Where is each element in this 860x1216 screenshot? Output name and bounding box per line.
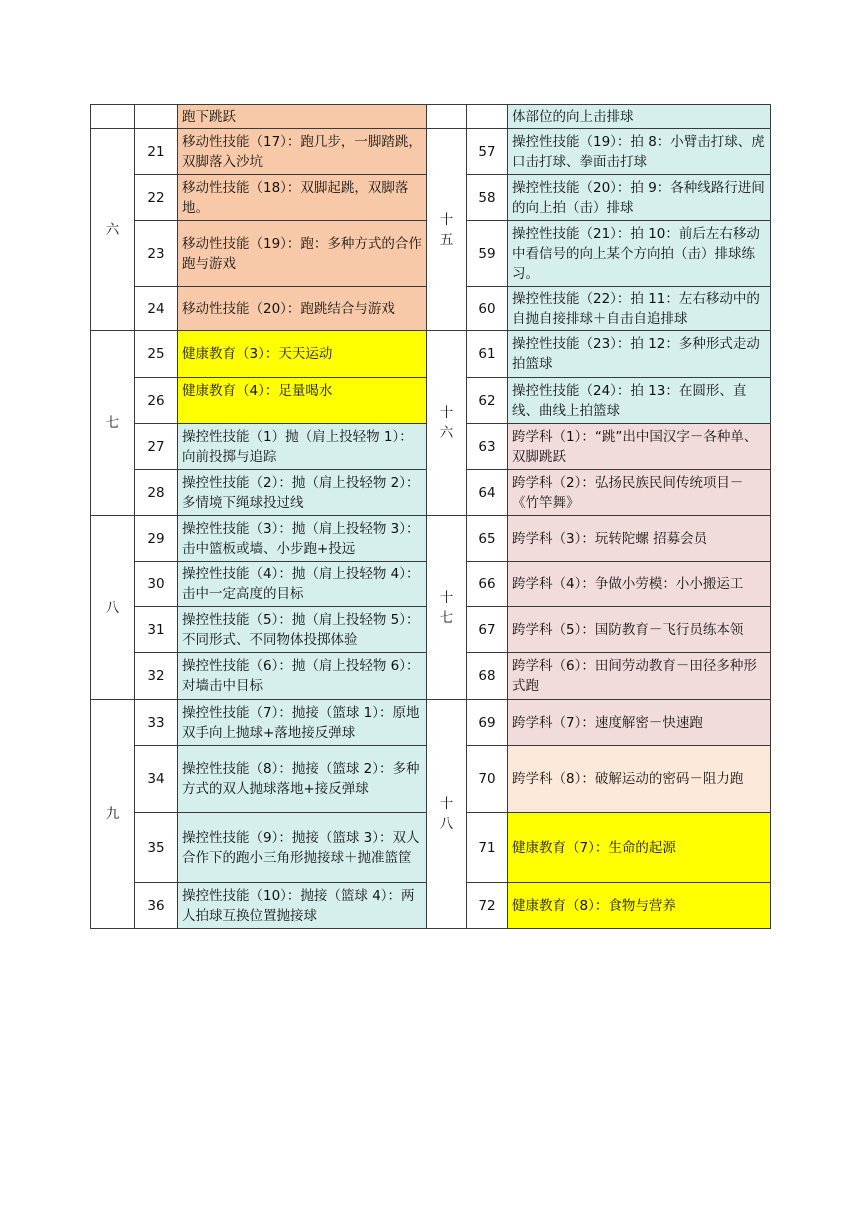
- lesson-number: 33: [135, 700, 178, 746]
- lesson-content: 操控性技能（24）：拍 13：在圆形、直线、曲线上拍篮球: [508, 378, 771, 424]
- lesson-number: 71: [467, 813, 508, 883]
- table-row: [91, 516, 771, 562]
- lesson-content: 操控性技能（22）：拍 11：左右移动中的自抛自接排球＋自击自追排球: [508, 287, 771, 331]
- lesson-number: 66: [467, 562, 508, 607]
- week-cell: [427, 105, 467, 129]
- week-label: 七: [91, 331, 135, 516]
- lesson-content: 健康教育（8）：食物与营养: [508, 883, 771, 929]
- table-row: [91, 129, 771, 175]
- lesson-number: [135, 105, 178, 129]
- lesson-content: 健康教育（3）：天天运动: [178, 331, 427, 378]
- lesson-content: 跨学科（2）：弘扬民族民间传统项目－《竹竿舞》: [508, 470, 771, 516]
- lesson-content: 移动性技能（19）：跑：多种方式的合作跑与游戏: [178, 221, 427, 287]
- lesson-content: 操控性技能（9）：抛接（篮球 3）：双人合作下的跑小三角形抛接球＋抛准篮筐: [178, 813, 427, 883]
- lesson-content: 跑下跳跃: [178, 105, 427, 129]
- lesson-number: 36: [135, 883, 178, 929]
- lesson-content: 操控性技能（20）：拍 9：各种线路行进间的向上拍（击）排球: [508, 175, 771, 221]
- table-row: [91, 700, 771, 746]
- lesson-number: 21: [135, 129, 178, 175]
- lesson-number: 68: [467, 653, 508, 700]
- lesson-content: 跨学科（4）：争做小劳模：小小搬运工: [508, 562, 771, 607]
- lesson-number: 26: [135, 378, 178, 424]
- lesson-number: 65: [467, 516, 508, 562]
- lesson-number: 28: [135, 470, 178, 516]
- lesson-number: 25: [135, 331, 178, 378]
- lesson-content: 健康教育（7）：生命的起源: [508, 813, 771, 883]
- lesson-content: 操控性技能（3）：抛（肩上投轻物 3）：击中篮板或墙、小步跑+投远: [178, 516, 427, 562]
- lesson-content: 移动性技能（20）：跑跳结合与游戏: [178, 287, 427, 331]
- lesson-content: 操控性技能（4）：抛（肩上投轻物 4）：击中一定高度的目标: [178, 562, 427, 607]
- lesson-number: [467, 105, 508, 129]
- lesson-number: 57: [467, 129, 508, 175]
- lesson-content: 操控性技能（5）：抛（肩上投轻物 5）：不同形式、不同物体投掷体验: [178, 607, 427, 653]
- lesson-number: 60: [467, 287, 508, 331]
- lesson-content: 移动性技能（17）：跑几步，一脚踏跳，双脚落入沙坑: [178, 129, 427, 175]
- week-label: 十 八: [427, 700, 467, 929]
- lesson-number: 23: [135, 221, 178, 287]
- lesson-number: 31: [135, 607, 178, 653]
- lesson-content: 跨学科（8）：破解运动的密码－阻力跑: [508, 746, 771, 813]
- schedule-table: [90, 104, 771, 929]
- lesson-content: 跨学科（1）：“跳”出中国汉字－各种单、双脚跳跃: [508, 424, 771, 470]
- lesson-content: 操控性技能（7）：抛接（篮球 1）：原地双手向上抛球+落地接反弹球: [178, 700, 427, 746]
- lesson-number: 29: [135, 516, 178, 562]
- lesson-number: 27: [135, 424, 178, 470]
- lesson-content: 操控性技能（23）：拍 12：多种形式走动拍篮球: [508, 331, 771, 378]
- lesson-number: 72: [467, 883, 508, 929]
- lesson-number: 35: [135, 813, 178, 883]
- lesson-number: 69: [467, 700, 508, 746]
- lesson-content: 跨学科（3）：玩转陀螺 招募会员: [508, 516, 771, 562]
- table-row: [91, 331, 771, 378]
- lesson-content: 健康教育（4）：足量喝水: [178, 378, 427, 424]
- week-label: 十 六: [427, 331, 467, 516]
- week-label: 八: [91, 516, 135, 700]
- lesson-content: 跨学科（7）：速度解密－快速跑: [508, 700, 771, 746]
- lesson-content: 操控性技能（10）：抛接（篮球 4）：两人拍球互换位置抛接球: [178, 883, 427, 929]
- lesson-number: 62: [467, 378, 508, 424]
- lesson-number: 32: [135, 653, 178, 700]
- lesson-content: 跨学科（5）：国防教育－飞行员练本领: [508, 607, 771, 653]
- lesson-number: 58: [467, 175, 508, 221]
- lesson-content: 操控性技能（8）：抛接（篮球 2）：多种方式的双人抛球落地+接反弹球: [178, 746, 427, 813]
- lesson-content: 操控性技能（6）：抛（肩上投轻物 6）：对墙击中目标: [178, 653, 427, 700]
- lesson-number: 61: [467, 331, 508, 378]
- lesson-content: 操控性技能（21）：拍 10：前后左右移动中看信号的向上某个方向拍（击）排球练习。: [508, 221, 771, 287]
- week-label: 六: [91, 129, 135, 331]
- lesson-number: 24: [135, 287, 178, 331]
- lesson-content: 跨学科（6）：田间劳动教育－田径多种形式跑: [508, 653, 771, 700]
- week-label: 九: [91, 700, 135, 929]
- lesson-content: 体部位的向上击排球: [508, 105, 771, 129]
- table-row: [91, 105, 771, 129]
- lesson-number: 34: [135, 746, 178, 813]
- lesson-number: 64: [467, 470, 508, 516]
- lesson-number: 67: [467, 607, 508, 653]
- lesson-content: 操控性技能（19）：拍 8：小臂击打球、虎口击打球、拳面击打球: [508, 129, 771, 175]
- lesson-content: 移动性技能（18）：双脚起跳，双脚落地。: [178, 175, 427, 221]
- lesson-number: 63: [467, 424, 508, 470]
- lesson-number: 30: [135, 562, 178, 607]
- lesson-number: 70: [467, 746, 508, 813]
- lesson-number: 22: [135, 175, 178, 221]
- lesson-number: 59: [467, 221, 508, 287]
- lesson-content: 操控性技能（1）抛（肩上投轻物 1）：向前投掷与追踪: [178, 424, 427, 470]
- week-cell: [91, 105, 135, 129]
- lesson-content: 操控性技能（2）：抛（肩上投轻物 2）：多情境下绳球投过线: [178, 470, 427, 516]
- week-label: 十 七: [427, 516, 467, 700]
- week-label: 十 五: [427, 129, 467, 331]
